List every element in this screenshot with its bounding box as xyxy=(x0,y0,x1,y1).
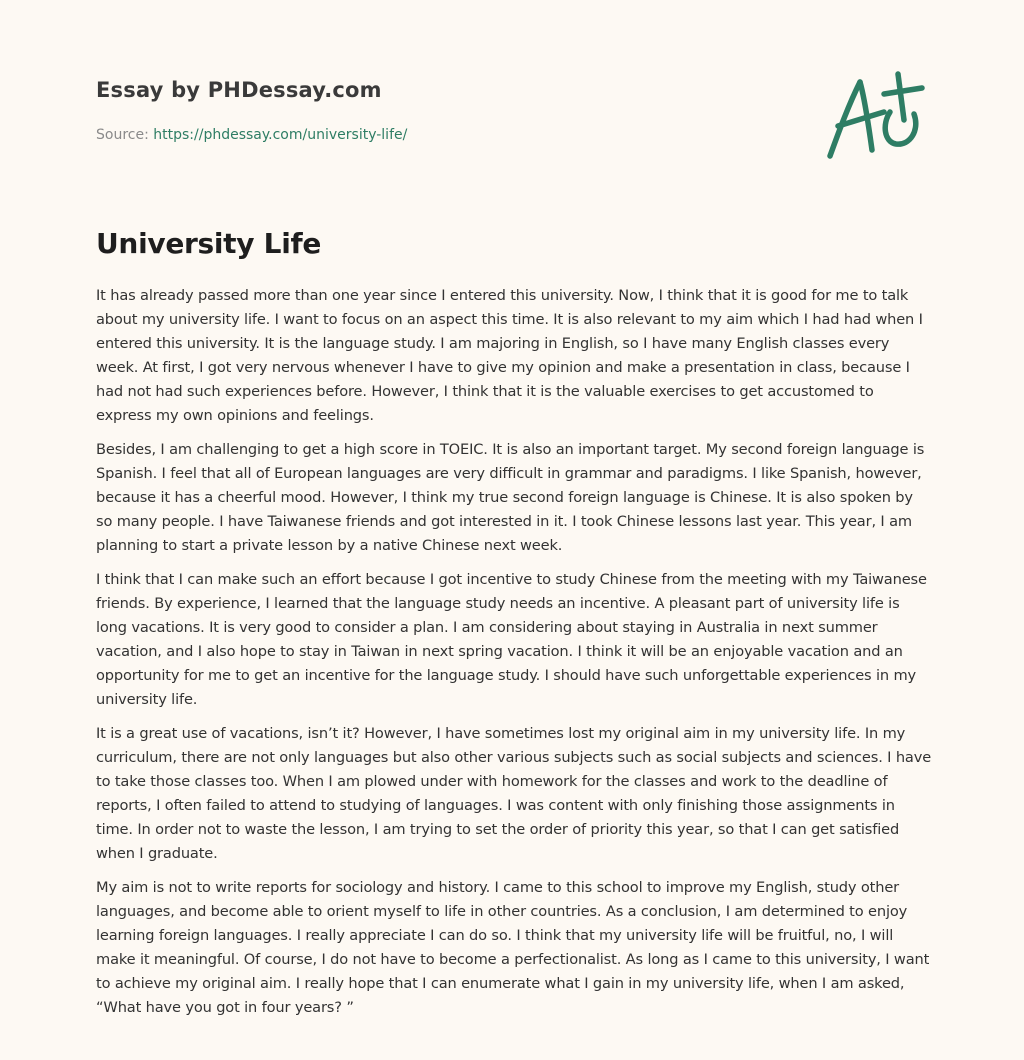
essay-paragraph: It has already passed more than one year since I entered this university. Now, I think that it is good for me to talk about my university life. I want to focus on an aspect this time. It is also relevant to my aim which I had had when I entered this university. It is the language study. I am majoring in English, so I have many English classes every week. At first, I got very nervous whenever I have to give my opinion and make a presentation in class, because I had not had such experiences before. However, I think that it is the valuable exercises to get accustomed to express my own opinions and feelings. xyxy=(96,287,923,424)
essay-paragraph: My aim is not to write reports for sociology and history. I came to this school to improve my English, study other languages, and become able to orient myself to life in other countries. As a conclusion, I am determined to enjoy learning foreign languages. I really appreciate I can do so. I think that my university life will be fruitful, no, I will make it meaningful. Of course, I do not have to become a perfectionalist. As long as I came to this university, I want to achieve my original aim. I really hope that I can enumerate what I gain in my university life, when I am asked, “What have you got in four years? ” xyxy=(96,879,930,1016)
essay-paragraph: It is a great use of vacations, isn’t it? However, I have sometimes lost my original aim in my university life. In my curriculum, there are not only languages but also other various subjects such as social subjects and sciences. I have to take those classes too. When I am plowed under with homework for the classes and work to the deadline of reports, I often failed to attend to studying of languages. I was content with only finishing those assignments in time. In order not to waste the lesson, I am trying to set the order of priority this year, so that I can get satisfied when I graduate. xyxy=(96,725,932,862)
source-label: Source: xyxy=(96,127,149,143)
source-line xyxy=(96,126,796,144)
essay-paragraph: I think that I can make such an effort because I got incentive to study Chinese from the meeting with my Taiwanese friends. By experience, I learned that the language study needs an incentive. A pleasant part of university life is long vacations. It is very good to consider a plan. I am considering about staying in Australia in next summer vacation, and I also hope to stay in Taiwan in next spring vacation. I think it will be an enjoyable vacation and an opportunity for me to get an incentive for the language study. I should have such unforgettable experiences in my university life. xyxy=(96,571,927,708)
essay-paragraph: Besides, I am challenging to get a high score in TOEIC. It is also an important target. My second foreign language is Spanish. I feel that all of European languages are very difficult in grammar and paradigms. I like Spanish, however, because it has a cheerful mood. However, I think my true second foreign language is Chinese. It is also spoken by so many people. I have Taiwanese friends and got interested in it. I took Chinese lessons last year. This year, I am planning to start a private lesson by a native Chinese next week. xyxy=(96,441,925,554)
page-header xyxy=(96,76,796,144)
essay-title: University Life xyxy=(96,227,322,260)
site-title: Essay by PHDessay.com xyxy=(96,78,382,102)
essay-body xyxy=(96,284,932,1030)
source-link[interactable]: https://phdessay.com/university-life/ xyxy=(153,127,408,143)
a-plus-grade-icon xyxy=(818,66,930,166)
